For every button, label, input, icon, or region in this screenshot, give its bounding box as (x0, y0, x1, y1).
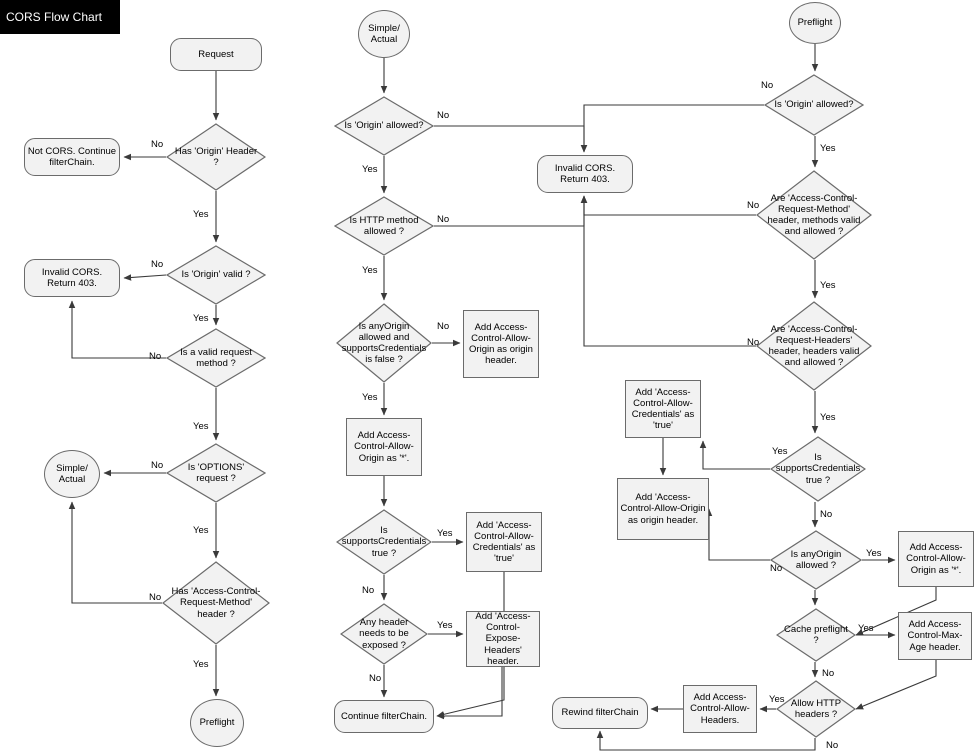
edge-label: No (820, 509, 833, 520)
node-label: Is HTTP method allowed ? (349, 214, 419, 237)
node-is-origin-valid[interactable] (166, 245, 266, 305)
node-add-expose-headers[interactable] (466, 611, 540, 667)
node-label: Is 'OPTIONS' request ? (187, 461, 245, 484)
node-label: Rewind filterChain (561, 707, 639, 719)
node-invalid-cors-403-mid[interactable] (537, 155, 633, 193)
edge-label: Yes (193, 421, 209, 432)
node-label: Simple/ Actual (368, 22, 400, 45)
edge-label: Yes (769, 694, 785, 705)
node-label: Invalid CORS. Return 403. (554, 162, 616, 185)
edge-label: No (362, 585, 375, 596)
node-label: Add 'Access-Control-Allow-Origin as origin header. (620, 492, 706, 526)
node-is-http-method-allowed[interactable] (334, 196, 434, 256)
node-has-acrm-header[interactable] (162, 561, 270, 645)
node-mid-supports-credentials[interactable] (336, 509, 432, 575)
node-label: Continue filterChain. (340, 710, 428, 722)
edge-label: Yes (193, 313, 209, 324)
node-label: Add 'Access-Control-Allow-Credentials' as 'true' (472, 519, 536, 565)
edge-label: No (770, 563, 783, 574)
node-is-options-request[interactable] (166, 443, 266, 503)
node-label: Is supportsCredentials true ? (341, 525, 427, 559)
node-label: Is a valid request method ? (180, 346, 252, 369)
node-not-cors-continue[interactable] (24, 138, 120, 176)
node-label: Cache preflight ? (784, 623, 848, 646)
node-label: Any header needs to be exposed ? (359, 617, 409, 651)
edge-label: Yes (362, 392, 378, 403)
node-label: Preflight (199, 717, 235, 729)
edge-label: Yes (772, 446, 788, 457)
node-invalid-cors-403-left[interactable] (24, 259, 120, 297)
node-label: Not CORS. Continue filterChain. (27, 145, 117, 168)
node-simple-actual-left[interactable] (44, 450, 100, 498)
node-rewind-filterchain[interactable] (552, 697, 648, 729)
node-label: Is 'Origin' allowed? (774, 99, 854, 111)
node-add-acac-true-pre[interactable] (625, 380, 701, 438)
node-preflight-left[interactable] (190, 699, 244, 747)
edge-label: No (437, 214, 450, 225)
edge-label: Yes (437, 620, 453, 631)
edge-label: No (149, 351, 162, 362)
node-acr-method-valid[interactable] (756, 170, 872, 260)
edge-label: Yes (193, 525, 209, 536)
node-pre-is-origin-allowed[interactable] (764, 74, 864, 136)
page-title-text: CORS Flow Chart (6, 10, 103, 24)
edge-label: No (151, 460, 164, 471)
node-simple-actual-start[interactable] (358, 10, 410, 58)
node-is-valid-request-method[interactable] (166, 328, 266, 388)
node-allow-http-headers[interactable] (776, 680, 856, 738)
node-label: Add Access-Control-Allow-Headers. (690, 692, 750, 726)
edge-label: Yes (820, 280, 836, 291)
node-add-allow-headers[interactable] (683, 685, 757, 733)
node-label: Simple/ Actual (56, 462, 88, 485)
edge-label: No (151, 259, 164, 270)
node-label: Is 'Origin' allowed? (344, 120, 424, 132)
node-label: Is anyOrigin allowed ? (790, 548, 842, 571)
edge-label: No (826, 740, 839, 751)
node-label: Are 'Access-Control-Request-Headers' header, headers valid and allowed ? (768, 323, 860, 369)
edge-label: Yes (820, 143, 836, 154)
node-has-origin-header[interactable] (166, 123, 266, 191)
node-any-header-exposed[interactable] (340, 603, 428, 665)
edge-label: No (151, 139, 164, 150)
edge-label: Yes (362, 265, 378, 276)
edge-label: Yes (362, 164, 378, 175)
node-label: Is supportsCredentials true ? (775, 452, 861, 486)
node-add-acao-origin-mid[interactable] (463, 310, 539, 378)
node-add-acao-star-mid[interactable] (346, 418, 422, 476)
edge-label: No (437, 321, 450, 332)
page-title (0, 0, 120, 34)
node-label: Request (198, 48, 234, 60)
node-label: Is anyOrigin allowed and supportsCredentials is false ? (341, 320, 427, 366)
edge-label: No (437, 110, 450, 121)
node-acr-headers-valid[interactable] (756, 301, 872, 391)
edge-label: Yes (193, 209, 209, 220)
edge-label: Yes (866, 548, 882, 559)
edge-label: No (822, 668, 835, 679)
node-label: Invalid CORS. Return 403. (41, 266, 103, 289)
node-add-acac-true-mid[interactable] (466, 512, 542, 572)
node-label: Add 'Access-Control-Allow-Credentials' as 'true' (631, 386, 695, 432)
node-label: Is 'Origin' valid ? (181, 269, 251, 281)
node-label: Add Access-Control-Allow-Origin as origin header. (469, 321, 533, 367)
node-add-acao-star-pre[interactable] (898, 531, 974, 587)
node-label: Preflight (797, 17, 833, 29)
node-anyorigin-and-nocreds[interactable] (336, 303, 432, 383)
edge-label: Yes (820, 412, 836, 423)
node-label: Are 'Access-Control-Request-Method' header, methods valid and allowed ? (767, 192, 861, 238)
edge-label: No (149, 592, 162, 603)
node-mid-is-origin-allowed[interactable] (334, 96, 434, 156)
node-label: Has 'Origin' Header ? (174, 145, 258, 168)
edge-label: No (369, 673, 382, 684)
node-add-acao-origin-pre[interactable] (617, 478, 709, 540)
node-label: Allow HTTP headers ? (790, 697, 842, 720)
edge-label: Yes (193, 659, 209, 670)
node-cache-preflight[interactable] (776, 608, 856, 662)
node-add-max-age[interactable] (898, 612, 972, 660)
edge-label: Yes (858, 623, 874, 634)
edge-label: No (761, 80, 774, 91)
node-label: Has 'Access-Control-Request-Method' header ? (171, 586, 261, 620)
node-label: Add Access-Control-Allow-Origin as '*'. (906, 542, 966, 576)
edge-label: No (747, 337, 760, 348)
node-request[interactable] (170, 38, 262, 71)
node-continue-filterchain[interactable] (334, 700, 434, 733)
node-pre-anyorigin-allowed[interactable] (770, 530, 862, 590)
node-label: Add 'Access-Control-Expose-Headers' header. (475, 611, 531, 667)
node-label: Add Access-Control-Max-Age header. (907, 619, 963, 653)
node-preflight-start[interactable] (789, 2, 841, 44)
node-label: Add Access-Control-Allow-Origin as '*'. (354, 430, 414, 464)
edge-label: Yes (437, 528, 453, 539)
edge-label: No (747, 200, 760, 211)
